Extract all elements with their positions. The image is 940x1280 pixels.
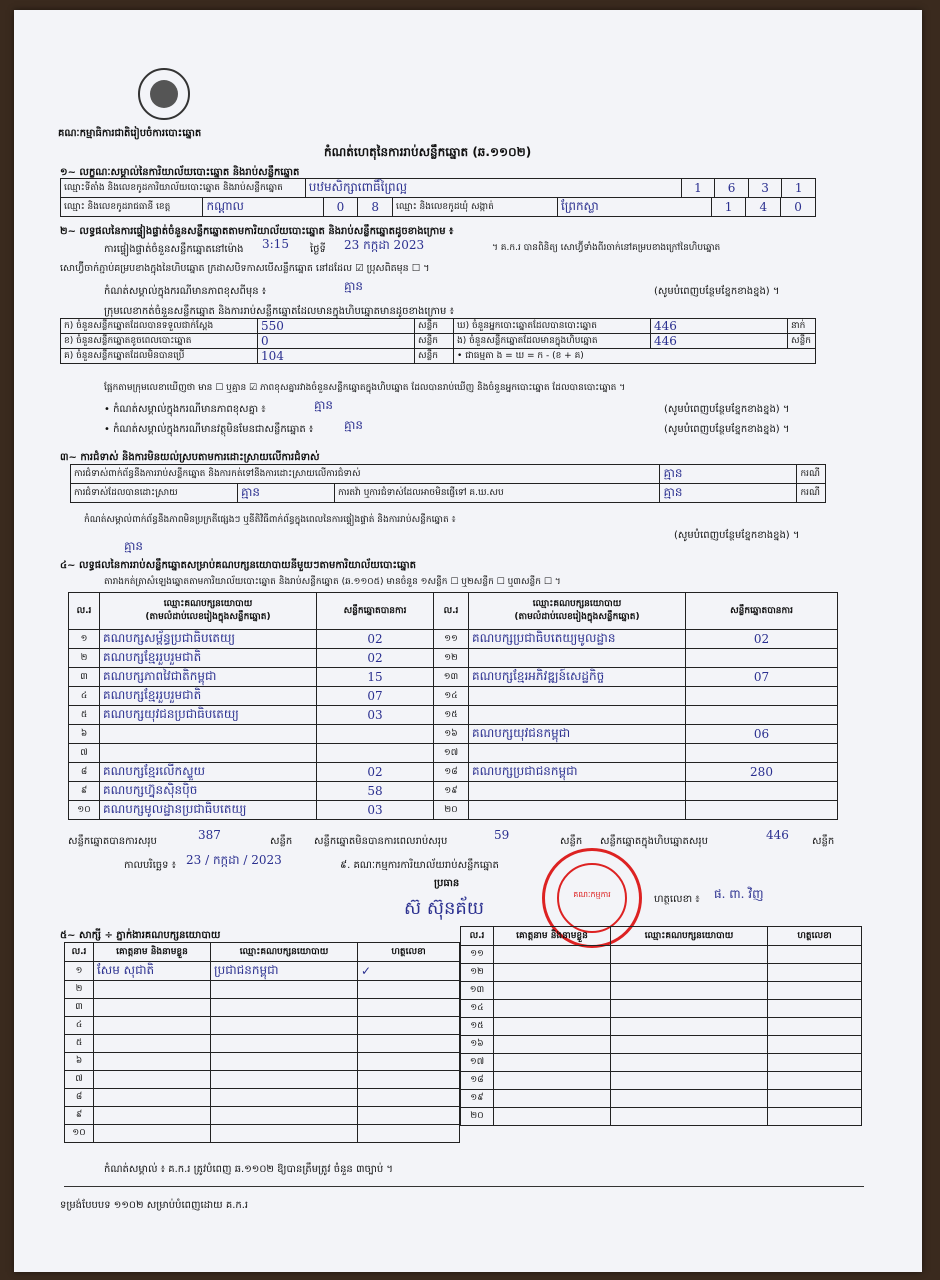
witness-party: [211, 1035, 358, 1053]
result-row: [69, 763, 838, 782]
witness-sign: [358, 1035, 460, 1053]
witness-sign: [358, 1089, 460, 1107]
section3-note: កំណត់សម្គាល់ពាក់ព័ន្ធនឹងភាពមិនប្រក្រតីផ្សេងៗ ឬនីតិវិធីពាក់ព័ន្ធក្នុងពេលនៃការផ្ទៀងផ្ទាត់ និងការរាប់សន្លឹកឆ្នោត ៖: [84, 515, 456, 525]
w-col-party-right: ឈ្មោះគណបក្សនយោបាយ: [611, 927, 768, 946]
count-table: [60, 318, 816, 364]
result-no-left: ១០: [69, 801, 100, 820]
org-name: គណៈកម្មាធិការជាតិរៀបចំការបោះឆ្នោត: [58, 128, 202, 139]
witness-name: [494, 946, 611, 964]
result-votes-left: 15: [317, 668, 434, 687]
count-value-e: 446: [651, 334, 788, 349]
date-value: 23 / កក្កដា / 2023: [186, 853, 282, 867]
objection-row2-left-value: គ្មាន: [238, 484, 335, 503]
total-box-value: 446: [766, 828, 789, 842]
witness-row: [461, 964, 862, 982]
witness-name: [494, 982, 611, 1000]
witness-name: [494, 1018, 611, 1036]
commune-code-1: 1: [711, 198, 746, 217]
witness-sign: [768, 1090, 862, 1108]
place-code-4: 1: [782, 179, 816, 198]
result-party-left: គណបក្សយុវជនប្រជាធិបតេយ្យ: [100, 706, 317, 725]
witness-name: [494, 1054, 611, 1072]
witness-sign: [358, 981, 460, 999]
note-label: កំណត់សម្គាល់ក្នុងករណីមានភាពខុសពីមុន ៖: [104, 286, 267, 297]
result-votes-right: 06: [686, 725, 838, 744]
witness-name: [94, 1107, 211, 1125]
result-votes-left: 03: [317, 706, 434, 725]
col-no-right: ល.រ: [434, 593, 469, 630]
witness-no: ៤: [65, 1017, 94, 1035]
witness-row: [461, 1018, 862, 1036]
objection-row1-unit: ករណី: [797, 465, 826, 484]
count-unit-b: សន្លឹក: [415, 334, 454, 349]
count-unit-a: សន្លឹក: [415, 319, 454, 334]
result-party-right: គណបក្សយុវជនកម្ពុជា: [469, 725, 686, 744]
result-no-left: ៥: [69, 706, 100, 725]
form-footer: ទម្រង់បែបបទ ១១០២ សម្រាប់បំពេញដោយ គ.ក.រ: [60, 1200, 249, 1211]
witness-row: [65, 1035, 460, 1053]
w-col-sign-left: ហត្ថលេខា: [358, 943, 460, 962]
result-no-left: ៤: [69, 687, 100, 706]
result-no-left: ២: [69, 649, 100, 668]
witness-table-right: [460, 926, 862, 1126]
form-title: កំណត់ហេតុនៃការរាប់សន្លឹកឆ្នោត (ឆ.១១០២): [324, 145, 532, 159]
col-party-left-sub: (តាមលំដាប់លេខរៀងក្នុងសន្លឹកឆ្នោត): [145, 612, 271, 622]
commune-value: ព្រែកស្លា: [557, 198, 711, 217]
count-label-e: ង) ចំនួនសន្លឹកឆ្នោតដែលមានក្នុងហិបឆ្នោត: [454, 334, 651, 349]
result-votes-right: [686, 744, 838, 763]
result-votes-left: 07: [317, 687, 434, 706]
result-party-right: គណបក្សប្រជាជនកម្ពុជា: [469, 763, 686, 782]
objection-row1-label: ការជំទាស់ពាក់ព័ន្ធនឹងការរាប់សន្លឹកឆ្នោត និងការកត់ទៅនឹងការដោះស្រាយលើការជំទាស់: [71, 465, 660, 484]
witness-sign: [358, 999, 460, 1017]
count-value-d: 446: [651, 319, 788, 334]
check-day-label: ថ្ងៃទី: [310, 244, 326, 255]
result-row: [69, 649, 838, 668]
col-party-left: [100, 593, 317, 630]
witness-name: [494, 1090, 611, 1108]
result-party-right: [469, 706, 686, 725]
place-value: បឋមសិក្សាពោធិ៍ព្រៃល្អ: [305, 179, 681, 198]
chair-label: ប្រធាន: [434, 878, 460, 889]
count-label-a: ក) ចំនួនសន្លឹកឆ្នោតដែលបានទទួលជាក់ស្តែង: [61, 319, 258, 334]
witness-no: ១១: [461, 946, 494, 964]
objection-row2-unit: ករណី: [797, 484, 826, 503]
result-no-right: ១៦: [434, 725, 469, 744]
fill-hint-4: (សូមបំពេញបន្ថែមខ្នែកខាងខ្នង) ។: [674, 530, 800, 541]
witness-sign: [768, 1018, 862, 1036]
result-no-right: ២០: [434, 801, 469, 820]
w-col-no-left: ល.រ: [65, 943, 94, 962]
result-party-right: [469, 649, 686, 668]
result-no-left: ៨: [69, 763, 100, 782]
witness-name: [94, 1035, 211, 1053]
witness-name: [94, 999, 211, 1017]
result-no-left: ១: [69, 630, 100, 649]
compare-line: ផ្អែកតាមក្រុមលេខាឃើញថា មាន ☐ ឬគ្មាន ☑ ភាពខុសគ្នារវាងចំនួនសន្លឹកឆ្នោតក្នុងហិបឆ្នោត ដែលបានរាប់ឃើញ និងចំនួនអ្នកបោះឆ្នោត ដែលបានបោះឆ្នោត ។: [104, 383, 626, 393]
witness-party: [611, 964, 768, 982]
witness-no: ៧: [65, 1071, 94, 1089]
total-invalid-unit: សន្លឹក: [560, 836, 583, 847]
result-votes-left: 03: [317, 801, 434, 820]
commune-code-2: 4: [746, 198, 781, 217]
result-party-left: [100, 744, 317, 763]
result-no-right: ១៤: [434, 687, 469, 706]
check-time-value: 3:15: [262, 237, 289, 251]
col-party-right-sub: (តាមលំដាប់លេខរៀងក្នុងសន្លឹកឆ្នោត): [514, 612, 640, 622]
section1-table: [60, 178, 816, 198]
witness-row: [461, 1108, 862, 1126]
witness-name: [94, 1125, 211, 1143]
total-valid-value: 387: [198, 828, 221, 842]
count-formula: • ជាធម្មតា ង = ឃ = ក - (ខ + គ): [454, 349, 816, 364]
col-party-right: [469, 593, 686, 630]
count-label-d: ឃ) ចំនួនអ្នកបោះឆ្នោតដែលបានបោះឆ្នោត: [454, 319, 651, 334]
result-party-right: គណបក្សខ្មែរអភិវឌ្ឍន៍សេដ្ឋកិច្ច: [469, 668, 686, 687]
count-label-b: ខ) ចំនួនសន្លឹកឆ្នោតខូចពេលបោះឆ្នោត: [61, 334, 258, 349]
check-line1-rest: ។ គ.ក.រ បានពិនិត្យ សោហ្វ៊ីទាំងពីរចាក់នៅគម្របខាងក្រៅនៃហិបឆ្នោត: [492, 243, 721, 253]
district-code-1: 0: [323, 198, 358, 217]
section1-heading: ១~ លក្ខណៈសម្គាល់នៃការិយាល័យបោះឆ្នោត និងរាប់សន្លឹកឆ្នោត: [60, 167, 300, 178]
witness-party: [211, 981, 358, 999]
witness-name: [94, 981, 211, 999]
witness-no: ៦: [65, 1053, 94, 1071]
witness-row: [461, 1036, 862, 1054]
witness-sign: [358, 1053, 460, 1071]
witness-row: [65, 1125, 460, 1143]
result-party-right: [469, 687, 686, 706]
witness-sign: [358, 1017, 460, 1035]
result-party-left: គណបក្សមូលដ្ឋានប្រជាធិបតេយ្យ: [100, 801, 317, 820]
witness-party: [211, 1107, 358, 1125]
result-no-right: ១៨: [434, 763, 469, 782]
result-votes-right: 02: [686, 630, 838, 649]
result-votes-left: 02: [317, 630, 434, 649]
seal-text: គណៈកម្មការ: [573, 890, 611, 899]
w-col-name-right: គោត្តនាម និងនាមខ្លួន: [494, 927, 611, 946]
count-unit-e: សន្លឹក: [788, 334, 816, 349]
result-no-right: ១៧: [434, 744, 469, 763]
total-valid-unit: សន្លឹក: [270, 836, 293, 847]
result-party-left: [100, 725, 317, 744]
result-votes-left: [317, 725, 434, 744]
result-party-right: [469, 744, 686, 763]
witness-party: [211, 1017, 358, 1035]
result-votes-right: [686, 801, 838, 820]
result-votes-left: 02: [317, 763, 434, 782]
witness-row: [461, 946, 862, 964]
result-party-left: គណបក្សខ្មែរលើកស្ទួយ: [100, 763, 317, 782]
initial-label: ហត្ថលេខា ៖: [654, 894, 700, 905]
witness-table-left: [64, 942, 460, 1143]
col-party-left-title: ឈ្មោះគណបក្សនយោបាយ: [163, 599, 253, 609]
bullet1-value: គ្មាន: [314, 398, 334, 412]
objection-row2-right-label: ការតវ៉ា ឬការជំទាស់ដែលអាចមិនផ្ញើទៅ គ.ឃ.សប: [335, 484, 660, 503]
results-table: [68, 592, 838, 820]
witness-sign: [358, 1107, 460, 1125]
section4-sub: តារាងកត់ត្រាសំឡេងឆ្នោតតាមការិយាល័យបោះឆ្នោត និងរាប់សន្លឹកឆ្នោត (ឆ.១១០៥) មានចំនួន ១សន្លឹក ☐ ឬ២សន្លឹក ☐ ឬ៣សន្លឹក ☐ ។: [104, 577, 561, 587]
result-party-left: គណបក្សខ្មែររួបរួមជាតិ: [100, 649, 317, 668]
result-party-left: គណបក្សខ្មែររួបរួមជាតិ: [100, 687, 317, 706]
form-sheet: [14, 10, 922, 1272]
result-party-right: [469, 782, 686, 801]
objection-row2-right-value: គ្មាន: [660, 484, 797, 503]
fill-hint-1: (សូមបំពេញបន្ថែមខ្នែកខាងខ្នង) ។: [654, 286, 780, 297]
witness-sign: [768, 1054, 862, 1072]
section1-table-row2: [60, 197, 816, 217]
w-col-party-left: ឈ្មោះគណបក្សនយោបាយ: [211, 943, 358, 962]
result-party-right: [469, 801, 686, 820]
objection-table: [70, 464, 826, 503]
result-row: [69, 630, 838, 649]
witness-party: [211, 1071, 358, 1089]
place-code-2: 6: [715, 179, 749, 198]
count-unit-c: សន្លឹក: [415, 349, 454, 364]
witness-no: ១៤: [461, 1000, 494, 1018]
result-votes-right: [686, 706, 838, 725]
witness-sign: [768, 982, 862, 1000]
witness-no: ៩: [65, 1107, 94, 1125]
witness-row: [461, 1054, 862, 1072]
witness-party: [211, 999, 358, 1017]
witness-row: [65, 981, 460, 999]
witness-no: ៨: [65, 1089, 94, 1107]
result-no-left: ៦: [69, 725, 100, 744]
check-time-label: ការផ្ទៀងផ្ទាត់ចំនួនសន្លឹកឆ្នោតនៅម៉ោង: [104, 244, 244, 255]
result-row: [69, 782, 838, 801]
result-no-right: ១៥: [434, 706, 469, 725]
result-row: [69, 706, 838, 725]
result-row: [69, 687, 838, 706]
witness-sign: [768, 1108, 862, 1126]
check-date-value: 23 កក្កដា 2023: [344, 238, 425, 252]
witness-no: ១៥: [461, 1018, 494, 1036]
witness-name: [494, 1036, 611, 1054]
result-no-right: ១១: [434, 630, 469, 649]
total-valid-label: សន្លឹកឆ្នោតបានការសរុប: [68, 836, 157, 847]
result-votes-right: [686, 782, 838, 801]
count-value-b: 0: [258, 334, 415, 349]
witness-sign: [358, 1125, 460, 1143]
witness-name: [494, 1072, 611, 1090]
witness-no: ៣: [65, 999, 94, 1017]
total-invalid-label: សន្លឹកឆ្នោតមិនបានការពេលរាប់សរុប: [314, 836, 448, 847]
witness-party: [611, 1072, 768, 1090]
result-votes-right: [686, 649, 838, 668]
district-code-2: 8: [358, 198, 393, 217]
objection-row1-value: គ្មាន: [660, 465, 797, 484]
result-no-left: ៣: [69, 668, 100, 687]
date-label: កាលបរិច្ឆេទ ៖: [124, 860, 177, 871]
witness-row: [65, 962, 460, 981]
w-col-no-right: ល.រ: [461, 927, 494, 946]
bullet1-label: • កំណត់សម្គាល់ក្នុងករណីមានភាពខុសគ្នា ៖: [104, 404, 266, 415]
label-commune: ឈ្មោះ និងលេខកូដឃុំ សង្កាត់: [393, 198, 558, 217]
witness-name: [94, 1017, 211, 1035]
witness-row: [65, 999, 460, 1017]
witness-no: ១: [65, 962, 94, 981]
witness-party: [611, 946, 768, 964]
witness-sign: [768, 1072, 862, 1090]
result-no-right: ១៩: [434, 782, 469, 801]
witness-no: ១២: [461, 964, 494, 982]
witness-party: [611, 1018, 768, 1036]
result-votes-right: [686, 687, 838, 706]
fill-hint-2: (សូមបំពេញបន្ថែមខ្នែកខាងខ្នង) ។: [664, 404, 790, 415]
witness-name: [494, 964, 611, 982]
col-party-right-title: ឈ្មោះគណបក្សនយោបាយ: [532, 599, 622, 609]
check-line2: សោហ្វ៊ីចាក់ភ្ជាប់គម្របខាងក្នុងនៃហិបឆ្នោត ក្រដាសបិទកាសបើសន្លឹកឆ្នោត នៅដដែល ☑ ប្រុសពិតមុន ☐ ។: [60, 263, 430, 274]
chair-signature: ស៊ ស៊ុនគ័យ: [404, 898, 484, 919]
section5-heading: ៥~ សាក្សី ÷ ភ្នាក់ងារគណបក្សនយោបាយ: [60, 930, 221, 941]
total-box-label: សន្លឹកឆ្នោតក្នុងហិបឆ្នោតសរុប: [600, 836, 708, 847]
witness-no: ១០: [65, 1125, 94, 1143]
result-party-left: គណបក្សសម្ព័ន្ធប្រជាធិបតេយ្យ: [100, 630, 317, 649]
commune-code-3: 0: [781, 198, 816, 217]
result-row: [69, 801, 838, 820]
witness-party: [211, 1089, 358, 1107]
place-code-1: 1: [681, 179, 715, 198]
result-votes-left: 02: [317, 649, 434, 668]
witness-no: ១៦: [461, 1036, 494, 1054]
count-value-a: 550: [258, 319, 415, 334]
witness-party: [611, 1090, 768, 1108]
witness-party: [611, 1000, 768, 1018]
initial-value: ផ. ពា. វិញ: [714, 887, 764, 901]
count-intro: ក្រុមលេខាកត់ចំនួនសន្លឹកឆ្នោត និងការរាប់សន្លឹកឆ្នោតដែលមានក្នុងហិបឆ្នោតមានដូចខាងក្រោម ៖: [104, 306, 454, 317]
w-col-sign-right: ហត្ថលេខា: [768, 927, 862, 946]
result-no-right: ១៣: [434, 668, 469, 687]
witness-no: ១៧: [461, 1054, 494, 1072]
result-votes-left: 58: [317, 782, 434, 801]
col-no-left: ល.រ: [69, 593, 100, 630]
result-no-right: ១២: [434, 649, 469, 668]
bullet2-label: • កំណត់សម្គាល់ក្នុងករណីមានវត្ថុមិនមែនជាសន្លឹកឆ្នោត ៖: [104, 424, 314, 435]
witness-party: [611, 982, 768, 1000]
witness-no: ២០: [461, 1108, 494, 1126]
witness-party: ប្រជាជនកម្ពុជា: [211, 962, 358, 981]
section4-heading: ៤~ លទ្ធផលនៃការរាប់សន្លឹកឆ្នោតសម្រាប់គណបក្សនយោបាយនីមួយៗតាមការិយាល័យបោះឆ្នោត: [60, 560, 416, 571]
witness-sign: [768, 1000, 862, 1018]
label-district: ឈ្មោះ និងលេខកូដរាជធានី ខេត្ត: [61, 198, 203, 217]
count-unit-d: នាក់: [788, 319, 816, 334]
section5-note: កំណត់សម្គាល់ ៖ គ.ក.រ ត្រូវបំពេញ ឆ.១១០២ ឱ្យបានត្រឹមត្រូវ ចំនួន ៣ច្បាប់ ។: [104, 1164, 393, 1175]
witness-no: ១៨: [461, 1072, 494, 1090]
witness-name: [494, 1108, 611, 1126]
w-col-name-left: គោត្តនាម និងនាមខ្លួន: [94, 943, 211, 962]
witness-row: [461, 1090, 862, 1108]
result-votes-right: 07: [686, 668, 838, 687]
witness-name: សែម សុជាតិ: [94, 962, 211, 981]
witness-sign: [358, 1071, 460, 1089]
witness-row: [461, 1000, 862, 1018]
place-code-3: 3: [748, 179, 782, 198]
nec-emblem-icon: [138, 68, 190, 120]
bullet2-value: គ្មាន: [344, 418, 364, 432]
total-box-unit: សន្លឹក: [812, 836, 835, 847]
result-votes-left: [317, 744, 434, 763]
witness-row: [461, 1072, 862, 1090]
witness-name: [94, 1071, 211, 1089]
witness-no: ៥: [65, 1035, 94, 1053]
result-row: [69, 668, 838, 687]
witness-name: [494, 1000, 611, 1018]
result-no-left: ៩: [69, 782, 100, 801]
witness-name: [94, 1089, 211, 1107]
section2-heading: ២~ លទ្ធផលនៃការផ្ទៀងផ្ទាត់ចំនួនសន្លឹកឆ្នោតតាមការិយាល័យបោះឆ្នោត និងរាប់សន្លឹកឆ្នោតដូចខាងក្រោម ៖: [60, 226, 454, 237]
result-row: [69, 725, 838, 744]
count-value-c: 104: [258, 349, 415, 364]
count-label-c: គ) ចំនួនសន្លឹកឆ្នោតដែលមិនបានប្រើ: [61, 349, 258, 364]
label-place: ឈ្មោះទីតាំង និងលេខកូដការិយាល័យបោះឆ្នោត និងរាប់សន្លឹកឆ្នោត: [61, 179, 306, 198]
note-value: គ្មាន: [344, 279, 364, 293]
witness-sign: ✓: [358, 962, 460, 981]
witness-row: [65, 1107, 460, 1125]
objection-row2-left-label: ការជំទាស់ដែលបានដោះស្រាយ: [71, 484, 238, 503]
fill-hint-3: (សូមបំពេញបន្ថែមខ្នែកខាងខ្នង) ។: [664, 424, 790, 435]
witness-sign: [768, 1036, 862, 1054]
witness-party: [611, 1054, 768, 1072]
result-row: [69, 744, 838, 763]
witness-no: ១៣: [461, 982, 494, 1000]
witness-party: [611, 1036, 768, 1054]
district-value: កណ្ដាល: [203, 198, 323, 217]
witness-no: ២: [65, 981, 94, 999]
result-no-left: ៧: [69, 744, 100, 763]
result-votes-right: 280: [686, 763, 838, 782]
footer-rule: [64, 1186, 864, 1187]
result-party-left: គណបក្សហ្វ៊ុនស៊ិនប៉ិច: [100, 782, 317, 801]
witness-sign: [768, 964, 862, 982]
witness-row: [65, 1089, 460, 1107]
col-votes-left: សន្លឹកឆ្នោតបានការ: [317, 593, 434, 630]
witness-sign: [768, 946, 862, 964]
witness-name: [94, 1053, 211, 1071]
result-party-left: គណបក្សភាពវៃជាតិកម្ពុជា: [100, 668, 317, 687]
section3-note-value: គ្មាន: [124, 539, 144, 553]
witness-row: [65, 1017, 460, 1035]
witness-party: [611, 1108, 768, 1126]
witness-row: [65, 1071, 460, 1089]
witness-row: [65, 1053, 460, 1071]
witness-no: ១៩: [461, 1090, 494, 1108]
total-invalid-value: 59: [494, 828, 510, 842]
col-votes-right: សន្លឹកឆ្នោតបានការ: [686, 593, 838, 630]
result-party-right: គណបក្សប្រជាធិបតេយ្យមូលដ្ឋាន: [469, 630, 686, 649]
sign-org: ៩. គណៈកម្មការការិយាល័យរាប់សន្លឹកឆ្នោត: [340, 860, 499, 871]
witness-party: [211, 1053, 358, 1071]
witness-party: [211, 1125, 358, 1143]
section3-heading: ៣~ ការជំទាស់ និងការមិនយល់ស្របតាមការដោះស្រាយលើការជំទាស់: [60, 452, 320, 463]
witness-row: [461, 982, 862, 1000]
